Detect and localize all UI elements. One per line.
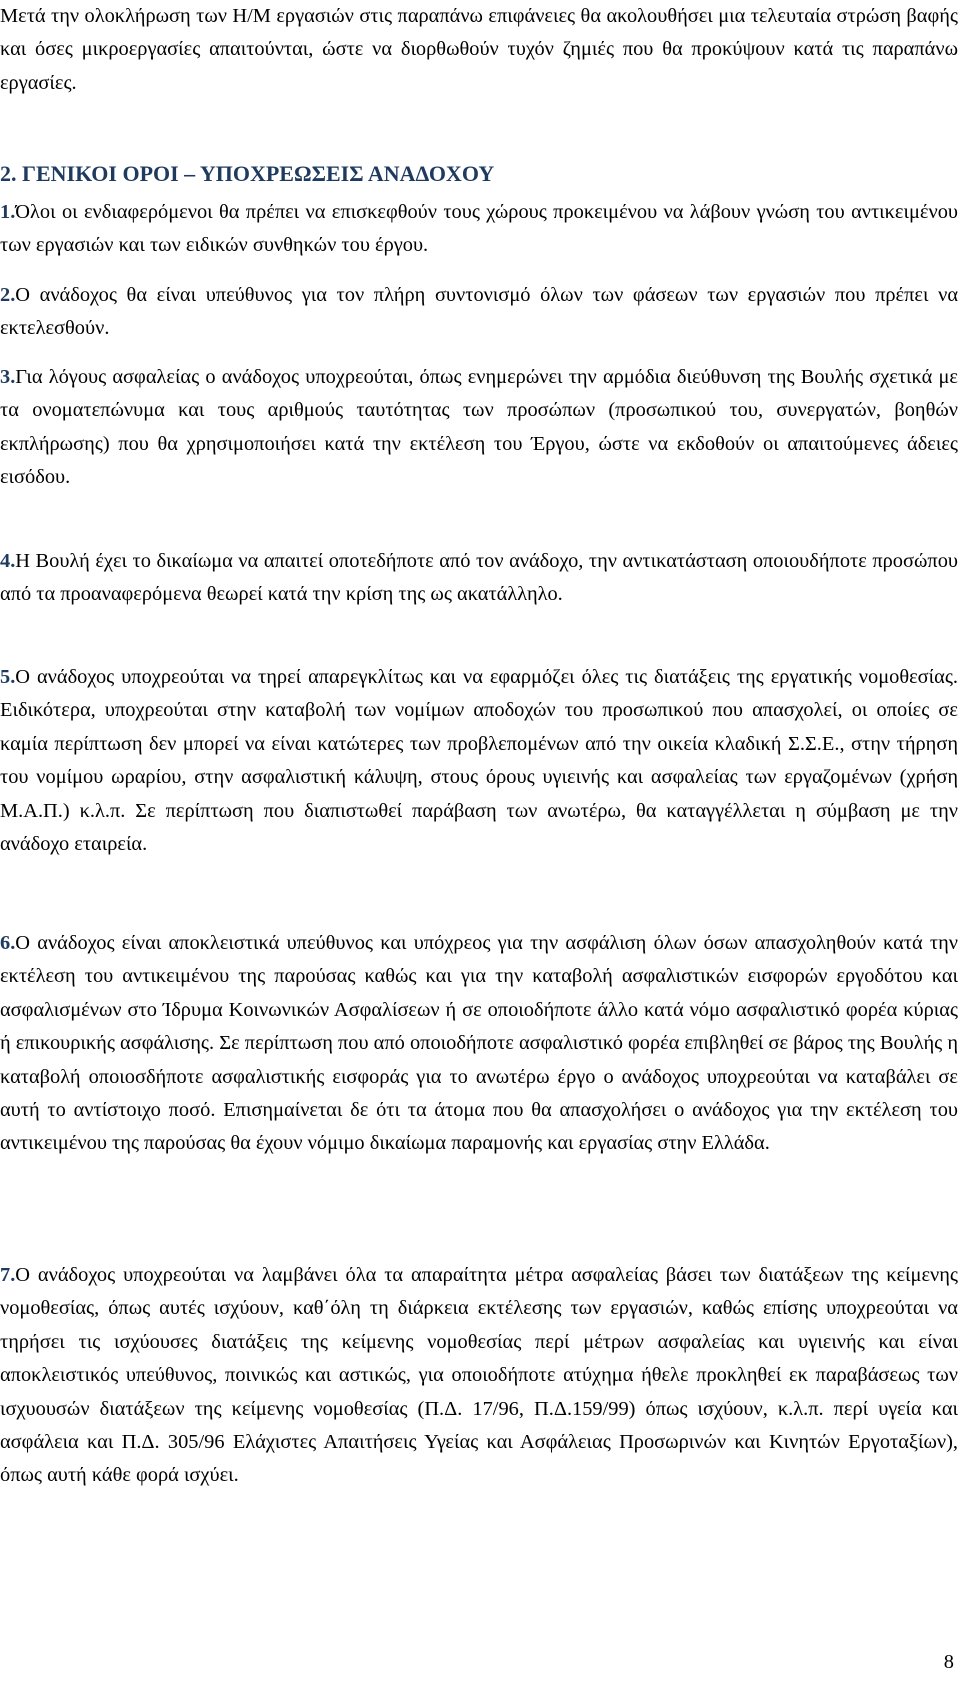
term-item-5 — [0, 661, 958, 861]
term-text: Για λόγους ασφαλείας ο ανάδοχος υποχρεούται, όπως ενημερώνει την αρμόδια διεύθυνση της Βουλής σχετικά με τα ονοματεπώνυμα και τους αριθμούς ταυτότητας των προσώπων (προσωπικού του, συνεργατών, βοηθών εκπλήρωσης) που θα χρησιμοποιήσει κατά την εκτέλεση του Έργου, ώστε να εκδοθούν οι απαιτούμενες άδειες εισόδου. — [0, 366, 958, 489]
term-number: 4. — [0, 550, 16, 572]
term-text: Η Βουλή έχει το δικαίωμα να απαιτεί οποτεδήποτε από τον ανάδοχο, την αντικατάσταση οποιουδήποτε προσώπου από τα προαναφερόμενα θεωρεί κατά την κρίση της ως ακατάλληλο. — [0, 550, 958, 606]
term-text: Ο ανάδοχος θα είναι υπεύθυνος για τον πλήρη συντονισμό όλων των φάσεων των εργασιών που πρέπει να εκτελεσθούν. — [0, 284, 958, 340]
section-heading — [0, 159, 494, 189]
term-item-6 — [0, 927, 958, 1161]
term-text: Όλοι οι ενδιαφερόμενοι θα πρέπει να επισκεφθούν τους χώρους προκειμένου να λάβουν γνώση του αντικειμένου των εργασιών και των ειδικών συνθηκών του έργου. — [0, 201, 958, 257]
term-number: 3. — [0, 366, 16, 388]
section-title: ΓΕΝΙΚΟΙ ΟΡΟΙ – ΥΠΟΧΡΕΩΣΕΙΣ ΑΝΑΔΟΧΟΥ — [22, 161, 495, 186]
term-item-1 — [0, 196, 958, 263]
intro-paragraph: Μετά την ολοκλήρωση των Η/Μ εργασιών στις παραπάνω επιφάνειες θα ακολουθήσει μια τελευταία στρώση βαφής και όσες μικροεργασίες απαιτούνται, ώστε να διορθωθούν τυχόν ζημιές που θα προκύψουν κατά τις παραπάνω εργασίες. — [0, 5, 958, 94]
term-item-2 — [0, 279, 958, 346]
section-number: 2. — [0, 161, 17, 186]
term-number: 7. — [0, 1264, 16, 1286]
term-number: 2. — [0, 284, 16, 306]
term-text: Ο ανάδοχος υποχρεούται να λαμβάνει όλα τα απαραίτητα μέτρα ασφαλείας βάσει των διατάξεων της κείμενης νομοθεσίας, όπως αυτές ισχύουν, καθ΄όλη τη διάρκεια εκτέλεσης των εργασιών, καθώς επίσης υποχρεούται να τηρήσει τις ισχύουσες διατάξεις της κείμενης νομοθεσίας περί μέτρων ασφαλείας και υγιεινής και είναι αποκλειστικός υπεύθυνος, ποινικώς και αστικώς, για οποιοδήποτε ατύχημα ήθελε προκληθεί εκ παραβάσεως των ισχυουσών διατάξεων της κείμενης νομοθεσίας (Π.Δ. 17/96, Π.Δ.159/99) όπως ισχύουν, κ.λ.π. περί υγεία και ασφάλεια και Π.Δ. 305/96 Ελάχιστες Απαιτήσεις Υγείας και Ασφάλειας Προσωρινών και Κινητών Εργοταξίων), όπως αυτή κάθε φορά ισχύει. — [0, 1264, 958, 1487]
term-text: Ο ανάδοχος είναι αποκλειστικά υπεύθυνος και υπόχρεος για την ασφάλιση όλων όσων απασχοληθούν κατά την εκτέλεση του αντικειμένου της παρούσας καθώς και για την καταβολή ασφαλιστικών εισφορών εργοδότου και ασφαλισμένων στο Ίδρυμα Κοινωνικών Ασφαλίσεων ή σε οποιοδήποτε άλλο κατά νόμο ασφαλιστικό φορέα κύριας ή επικουρικής ασφάλισης. Σε περίπτωση που από οποιοδήποτε ασφαλιστικό φορέα επιβληθεί σε βάρος της Βουλής η καταβολή οποιοσδήποτε ασφαλιστικής εισφοράς για το ανωτέρω έργο ο ανάδοχος υποχρεούται να καταβάλει σε αυτή το αντίστοιχο ποσό. Επισημαίνεται δε ότι τα άτομα που θα απασχολήσει ο ανάδοχος για την εκτέλεση του αντικειμένου της παρούσας θα έχουν νόμιμο δικαίωμα παραμονής και εργασίας στην Ελλάδα. — [0, 932, 958, 1155]
term-number: 1. — [0, 201, 16, 223]
term-number: 5. — [0, 666, 16, 688]
term-number: 6. — [0, 932, 16, 954]
term-item-3 — [0, 361, 958, 495]
term-text: Ο ανάδοχος υποχρεούται να τηρεί απαρεγκλίτως και να εφαρμόζει όλες τις διατάξεις της εργατικής νομοθεσίας. Ειδικότερα, υποχρεούται στην καταβολή των νομίμων αποδοχών του προσωπικού που απασχολεί, οι οποίες σε καμία περίπτωση δεν μπορεί να είναι κατώτερες των προβλεπομένων από την οικεία κλαδική Σ.Σ.Ε., στην τήρηση του νομίμου ωραρίου, στην ασφαλιστική κάλυψη, στους όρους υγιεινής και ασφαλείας των εργαζομένων (χρήση Μ.Α.Π.) κ.λ.π. Σε περίπτωση που διαπιστωθεί παράβαση των ανωτέρω, θα καταγγέλλεται η σύμβαση με την ανάδοχο εταιρεία. — [0, 666, 958, 856]
term-item-7 — [0, 1259, 958, 1493]
page-number: 8 — [943, 1651, 954, 1673]
term-item-4 — [0, 545, 958, 612]
